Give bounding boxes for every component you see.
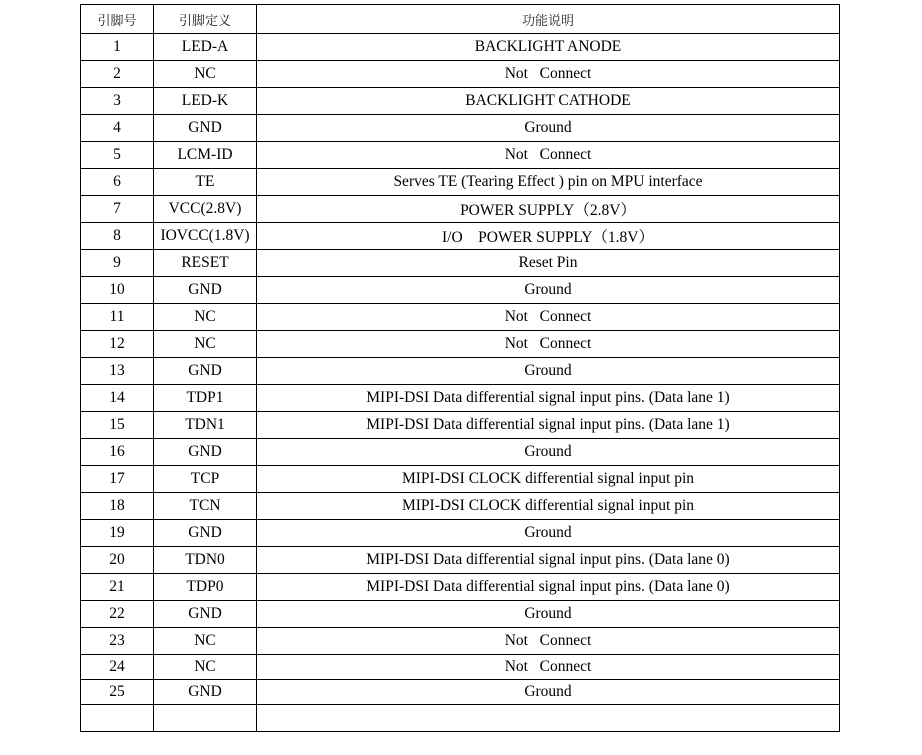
table-row [81, 628, 840, 655]
pin-name-cell: GND [154, 115, 257, 142]
pin-function-cell: MIPI-DSI CLOCK differential signal input pin [257, 493, 840, 520]
header-pin-number: 引脚号 [81, 5, 154, 34]
pin-name-cell: IOVCC(1.8V) [154, 223, 257, 250]
pin-name-cell: NC [154, 61, 257, 88]
pin-number-cell: 6 [81, 169, 154, 196]
pin-function-cell: MIPI-DSI Data differential signal input pins. (Data lane 0) [257, 574, 840, 601]
pin-function-cell: Ground [257, 277, 840, 304]
table-row [81, 385, 840, 412]
table-row [81, 169, 840, 196]
pin-name-cell: LED-K [154, 88, 257, 115]
pin-number-cell: 3 [81, 88, 154, 115]
pin-name-cell: GND [154, 439, 257, 466]
pin-number-cell: 9 [81, 250, 154, 277]
pin-name-cell: GND [154, 277, 257, 304]
table-row [81, 88, 840, 115]
pin-function-cell: MIPI-DSI Data differential signal input pins. (Data lane 1) [257, 412, 840, 439]
pin-number-cell: 25 [81, 680, 154, 705]
table-row [81, 574, 840, 601]
pin-function-cell: Ground [257, 520, 840, 547]
pin-name-cell: RESET [154, 250, 257, 277]
pin-number-cell: 24 [81, 655, 154, 680]
pin-definition-table [80, 4, 840, 732]
pin-function-cell: Not Connect [257, 304, 840, 331]
pin-name-cell: TDP0 [154, 574, 257, 601]
pin-function-cell: Not Connect [257, 331, 840, 358]
table-row [81, 601, 840, 628]
pin-number-cell: 23 [81, 628, 154, 655]
table-row [81, 439, 840, 466]
pin-name-cell: GND [154, 520, 257, 547]
table-row-empty [81, 705, 840, 732]
pin-function-cell: Ground [257, 439, 840, 466]
header-pin-definition: 引脚定义 [154, 5, 257, 34]
pin-number-cell: 17 [81, 466, 154, 493]
pin-number-cell: 12 [81, 331, 154, 358]
table-row [81, 223, 840, 250]
pin-number-cell: 8 [81, 223, 154, 250]
pin-function-cell: Ground [257, 601, 840, 628]
pin-number-cell: 15 [81, 412, 154, 439]
table-row [81, 680, 840, 705]
table-row [81, 493, 840, 520]
pin-function-cell: Not Connect [257, 61, 840, 88]
pin-name-cell: LCM-ID [154, 142, 257, 169]
pin-number-cell: 10 [81, 277, 154, 304]
pin-function-cell: Ground [257, 680, 840, 705]
table-row [81, 61, 840, 88]
table-row [81, 142, 840, 169]
pin-name-cell: LED-A [154, 34, 257, 61]
pin-number-cell: 4 [81, 115, 154, 142]
pin-number-cell: 22 [81, 601, 154, 628]
pin-name-cell: TE [154, 169, 257, 196]
table-row [81, 358, 840, 385]
pin-number-cell: 7 [81, 196, 154, 223]
pin-function-cell: MIPI-DSI Data differential signal input pins. (Data lane 0) [257, 547, 840, 574]
empty-cell [154, 705, 257, 732]
empty-cell [257, 705, 840, 732]
table-row [81, 277, 840, 304]
pin-number-cell: 20 [81, 547, 154, 574]
pin-function-cell: Not Connect [257, 142, 840, 169]
pin-number-cell: 5 [81, 142, 154, 169]
pin-function-cell: Not Connect [257, 628, 840, 655]
pin-number-cell: 16 [81, 439, 154, 466]
pin-name-cell: GND [154, 601, 257, 628]
table-row [81, 196, 840, 223]
table-row [81, 412, 840, 439]
table-row [81, 331, 840, 358]
pin-function-cell: I/O POWER SUPPLY（1.8V） [257, 223, 840, 250]
pin-name-cell: TDN0 [154, 547, 257, 574]
pin-number-cell: 14 [81, 385, 154, 412]
pin-number-cell: 21 [81, 574, 154, 601]
pin-number-cell: 2 [81, 61, 154, 88]
pin-name-cell: TCN [154, 493, 257, 520]
pin-name-cell: VCC(2.8V) [154, 196, 257, 223]
pin-function-cell: Ground [257, 115, 840, 142]
pin-number-cell: 13 [81, 358, 154, 385]
header-function-description: 功能说明 [257, 5, 840, 34]
pin-name-cell: TCP [154, 466, 257, 493]
table-row [81, 655, 840, 680]
table-row [81, 466, 840, 493]
pin-function-cell: Serves TE (Tearing Effect ) pin on MPU interface [257, 169, 840, 196]
pin-function-cell: BACKLIGHT ANODE [257, 34, 840, 61]
pin-function-cell: BACKLIGHT CATHODE [257, 88, 840, 115]
pin-name-cell: NC [154, 628, 257, 655]
pin-function-cell: Reset Pin [257, 250, 840, 277]
empty-cell [81, 705, 154, 732]
pin-name-cell: TDN1 [154, 412, 257, 439]
pin-function-cell: Not Connect [257, 655, 840, 680]
table-row [81, 520, 840, 547]
pin-name-cell: TDP1 [154, 385, 257, 412]
pin-name-cell: NC [154, 304, 257, 331]
pin-function-cell: MIPI-DSI Data differential signal input pins. (Data lane 1) [257, 385, 840, 412]
pin-number-cell: 1 [81, 34, 154, 61]
pin-function-cell: POWER SUPPLY（2.8V） [257, 196, 840, 223]
table-row [81, 547, 840, 574]
pin-number-cell: 11 [81, 304, 154, 331]
table-row [81, 250, 840, 277]
pin-function-cell: Ground [257, 358, 840, 385]
pin-name-cell: GND [154, 358, 257, 385]
pin-function-cell: MIPI-DSI CLOCK differential signal input pin [257, 466, 840, 493]
table-row [81, 115, 840, 142]
pin-name-cell: NC [154, 331, 257, 358]
pin-name-cell: GND [154, 680, 257, 705]
table-header-row [81, 5, 840, 34]
pin-number-cell: 19 [81, 520, 154, 547]
table-row [81, 304, 840, 331]
table-row [81, 34, 840, 61]
pin-number-cell: 18 [81, 493, 154, 520]
pin-name-cell: NC [154, 655, 257, 680]
